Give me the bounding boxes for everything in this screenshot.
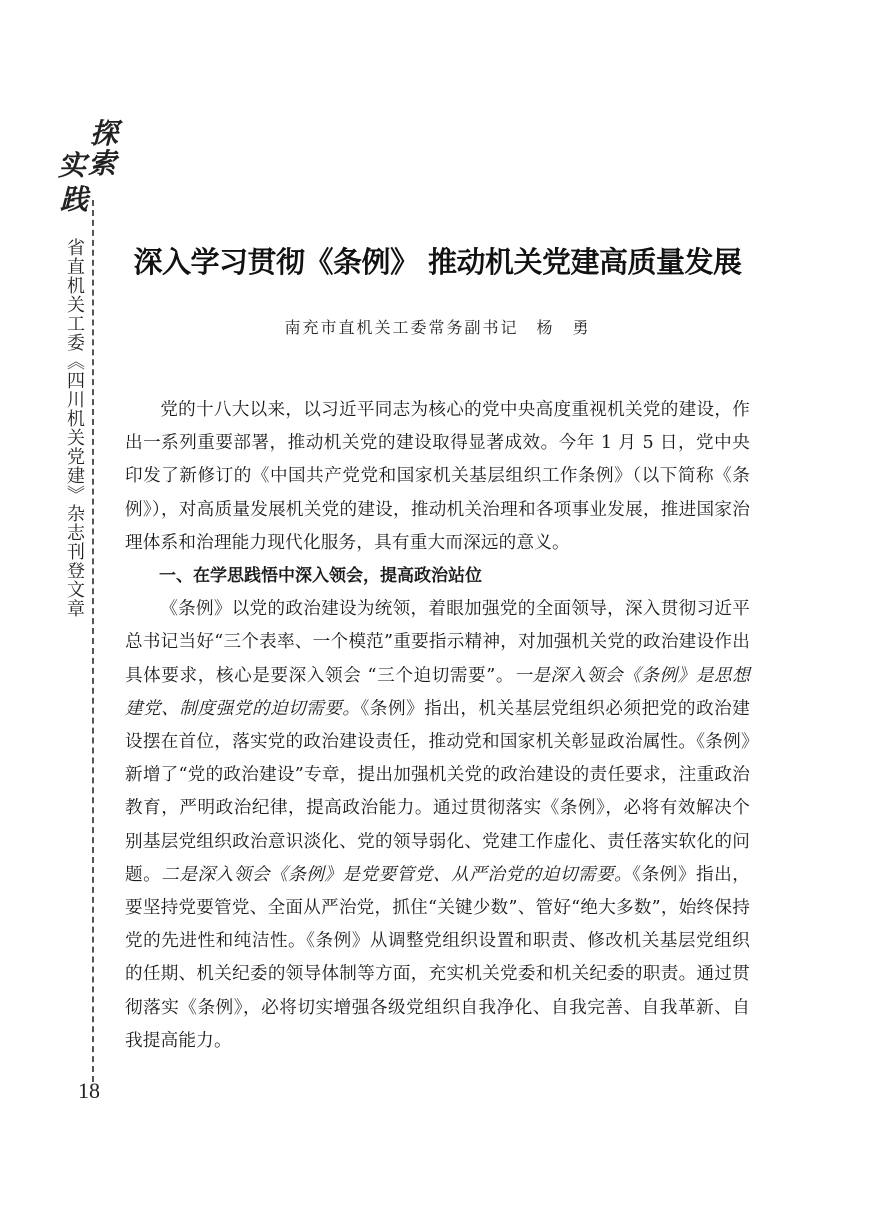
emphasis-point-1: 一是深入领会《条例》是思想建党、制度强党的迫切需要。 — [125, 665, 751, 719]
section-heading: 一、在学思践悟中深入领会，提高政治站位 — [159, 566, 482, 587]
vertical-source-label: 省直机关工委《四川机关党建》杂志刊登文章 — [64, 238, 85, 618]
section-paragraph — [125, 593, 750, 1058]
dashed-rule — [92, 200, 94, 1082]
margin-rail — [0, 0, 119, 1228]
page-number: 18 — [78, 1078, 100, 1103]
logo-char-2: 索 — [88, 147, 117, 180]
section-text-1: 《条例》以党的政治建设为统领，着眼加强党的全面领导，深入贯彻习近平总书记当好“三个表率、一个模范”重要指示精神，对加强机关党的政治建设作出具体要求，核心是要深入领会 “三个迫切需要”。 — [125, 599, 750, 686]
logo-char-1: 探 — [90, 117, 119, 150]
section-text-3: 《条例》指出，要坚持党要管党、全面从严治党，抓住“关键少数”、管好“绝大多数”，始终保持党的先进性和纯洁性。《条例》从调整党组织设置和职责、修改机关基层党组织的任期、机关纪委的领导体制等方面，充实机关党委和机关纪委的职责。通过贯彻落实《条例》，必将切实增强各级党组织自我净化、自我完善、自我革新、自我提高能力。 — [125, 864, 751, 1051]
article — [125, 240, 750, 1058]
article-byline: 南充市直机关工委常务副书记 杨 勇 — [284, 318, 591, 337]
article-title: 深入学习贯彻《条例》 推动机关党建高质量发展 — [133, 245, 742, 279]
logo-char-4: 践 — [60, 183, 89, 216]
intro-paragraph: 党的十八大以来，以习近平同志为核心的党中央高度重视机关党的建设，作出一系列重要部署，推动机关党的建设取得显著成效。今年 1 月 5 日，党中央印发了新修订的《中国共产党党和国家机关基层组织工作条例》（以下简称《条例》），对高质量发展机关党的建设，推动机关治理和各项事业发展，推进国家治理体系和治理能力现代化服务，具有重大而深远的意义。 — [125, 400, 750, 553]
section-text-2: 《条例》指出，机关基层党组织必须把党的政治建设摆在首位，落实党的政治建设责任，推动党和国家机关彰显政治属性。《条例》新增了“党的政治建设”专章，提出加强机关党的政治建设的责任要求，注重政治教育，严明政治纪律，提高政治能力。通过贯彻落实《条例》，必将有效解决个别基层党组织政治意识淡化、党的领导弱化、党建工作虚化、责任落实软化的问题。 — [125, 698, 750, 885]
emphasis-point-2: 二是深入领会《条例》是党要管党、从严治党的迫切需要。 — [161, 864, 633, 885]
logo-char-3: 实 — [58, 149, 87, 182]
